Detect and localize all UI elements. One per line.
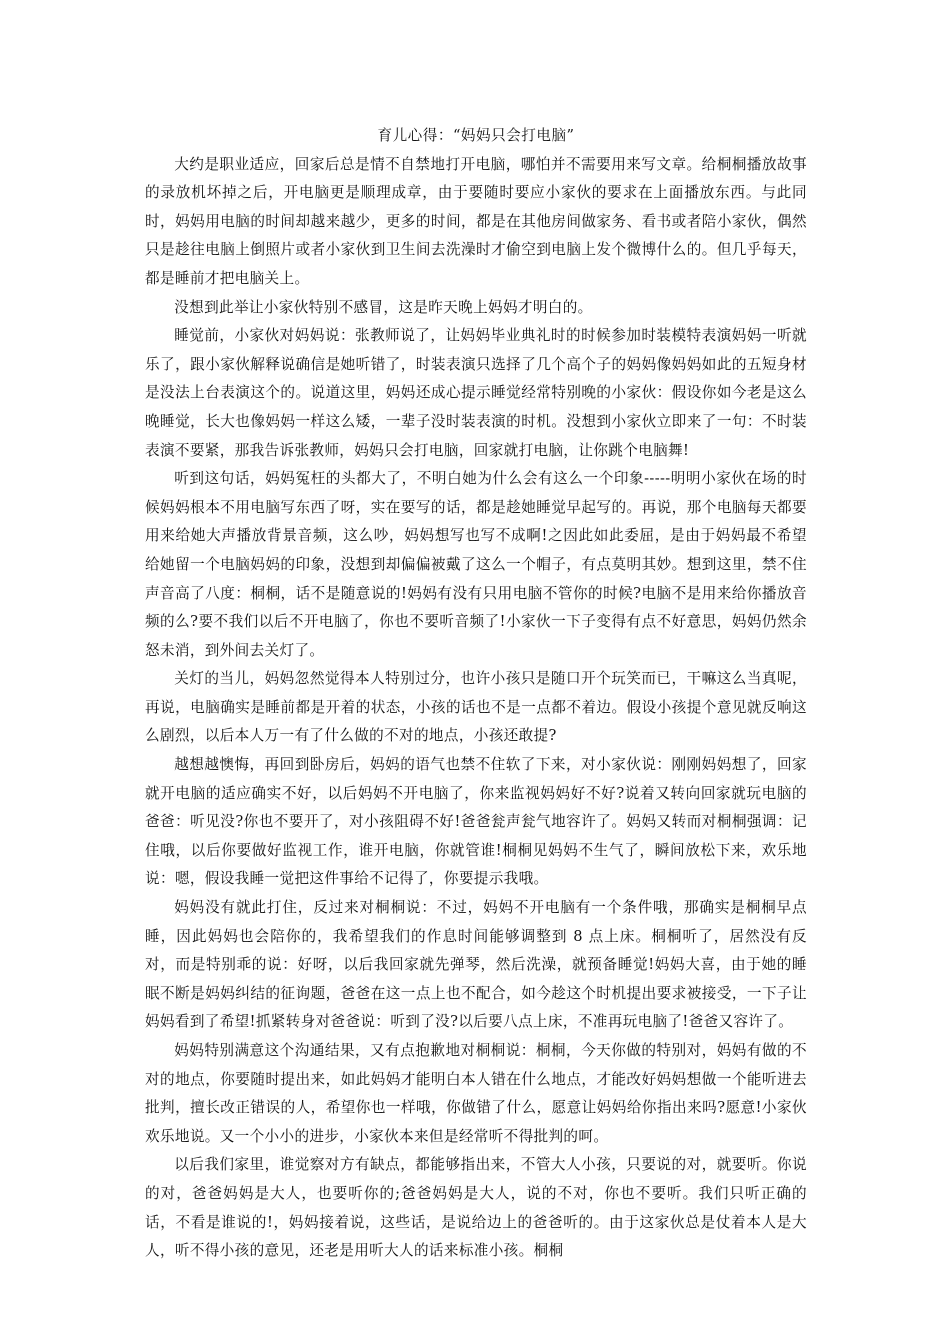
paragraph-3: 睡觉前，小家伙对妈妈说：张教师说了，让妈妈毕业典礼时的时候参加时装模特表演妈妈一听就乐了，跟小家伙解释说确信是她听错了，时装表演只选择了几个高个子的妈妈像妈妈如此的五短身材是没法上台表演这个的。说道这里，妈妈还成心提示睡觉经常特别晚的小家伙：假设你如今老是这么晚睡觉，长大也像妈妈一样这么矮，一辈子没时装表演的时机。没想到小家伙立即来了一句：不时装表演不要紧，那我告诉张教师，妈妈只会打电脑，回家就打电脑，让你跳个电脑舞! [145, 327, 807, 459]
paragraph-8: 妈妈特别满意这个沟通结果，又有点抱歉地对桐桐说：桐桐，今天你做的特别对，妈妈有做的不对的地点，你要随时提出来，如此妈妈才能明白本人错在什么地点，才能改好妈妈想做一个能听进去批判，擅长改正错误的人，希望你也一样哦，你做错了什么，愿意让妈妈给你指出来吗?愿意!小家伙欢乐地说。又一个小小的进步，小家伙本来但是经常听不得批判的呵。 [145, 1042, 807, 1145]
paragraph-2: 没想到此举让小家伙特别不感冒，这是昨天晚上妈妈才明白的。 [174, 298, 593, 316]
paragraph-4: 听到这句话，妈妈冤枉的头都大了，不明白她为什么会有这么一个印象-----明明小家伙在场的时候妈妈根本不用电脑写东西了呀，实在要写的话，都是趁她睡觉早起写的。再说，那个电脑每天都要用来给她大声播放背景音频，这么吵，妈妈想写也写不成啊!之因此如此委屈，是由于妈妈最不希望给她留一个电脑妈妈的印象，没想到却偏偏被戴了这么一个帽子，有点莫明其妙。想到这里，禁不住声音高了八度：桐桐，话不是随意说的!妈妈有没有只用电脑不管你的时候?电脑不是用来给你播放音频的么?要不我们以后不开电脑了，你也不要听音频了!小家伙一下子变得有点不好意思，妈妈仍然余怒未消，到外间去关灯了。 [145, 470, 807, 659]
paragraph-9: 以后我们家里，谁觉察对方有缺点，都能够指出来，不管大人小孩，只要说的对，就要听。你说的对，爸爸妈妈是大人，也要听你的;爸爸妈妈是大人，说的不对，你也不要听。我们只听正确的话，不看是谁说的!，妈妈接着说，这些话，是说给边上的爸爸听的。由于这家伙总是仗着本人是大人，听不得小孩的意见，还老是用听大人的话来标准小孩。桐桐 [145, 1156, 807, 1260]
document-title: 育儿心得：“妈妈只会打电脑” [377, 127, 575, 144]
paragraph-1: 大约是职业适应，回家后总是情不自禁地打开电脑，哪怕并不需要用来写文章。给桐桐播放故事的录放机坏掉之后，开电脑更是顺理成章，由于要随时要应小家伙的要求在上面播放东西。与此同时，妈妈用电脑的时间却越来越少，更多的时间，都是在其他房间做家务、看书或者陪小家伙，偶然只是趁往电脑上倒照片或者小家伙到卫生间去洗澡时才偷空到电脑上发个微博什么的。但几乎每天，都是睡前才把电脑关上。 [145, 155, 807, 287]
document-body [145, 122, 807, 1266]
paragraph-5: 关灯的当儿，妈妈忽然觉得本人特别过分，也许小孩只是随口开个玩笑而已，干嘛这么当真呢，再说，电脑确实是睡前都是开着的状态，小孩的话也不是一点都不着边。假设小孩提个意见就反响这么剧烈，以后本人万一有了什么做的不对的地点，小孩还敢提? [145, 670, 807, 745]
paragraph-6: 越想越懊悔，再回到卧房后，妈妈的语气也禁不住软了下来，对小家伙说：刚刚妈妈想了，回家就开电脑的适应确实不好，以后妈妈不开电脑了，你来监视妈妈好不好?说着又转向回家就玩电脑的爸爸：听见没?你也不要开了，对小孩阻碍不好!爸爸瓮声瓮气地容许了。妈妈又转而对桐桐强调：记住哦，以后你要做好监视工作，谁开电脑，你就管谁!桐桐见妈妈不生气了，瞬间放松下来，欢乐地说：嗯，假设我睡一觉把这件事给不记得了，你要提示我哦。 [145, 756, 807, 888]
paragraph-7: 妈妈没有就此打住，反过来对桐桐说：不过，妈妈不开电脑有一个条件哦，那确实是桐桐早点睡，因此妈妈也会陪你的，我希望我们的作息时间能够调整到 8 点上床。桐桐听了，居然没有反对，而是特别乖的说：好呀，以后我回家就先弹琴，然后洗澡，就预备睡觉!妈妈大喜，由于她的睡眠不断是妈妈纠结的征询题，爸爸在这一点上也不配合，如今趁这个时机提出要求被接受，一下子让妈妈看到了希望!抓紧转身对爸爸说：听到了没?以后要八点上床，不准再玩电脑了!爸爸又容许了。 [145, 899, 807, 1031]
